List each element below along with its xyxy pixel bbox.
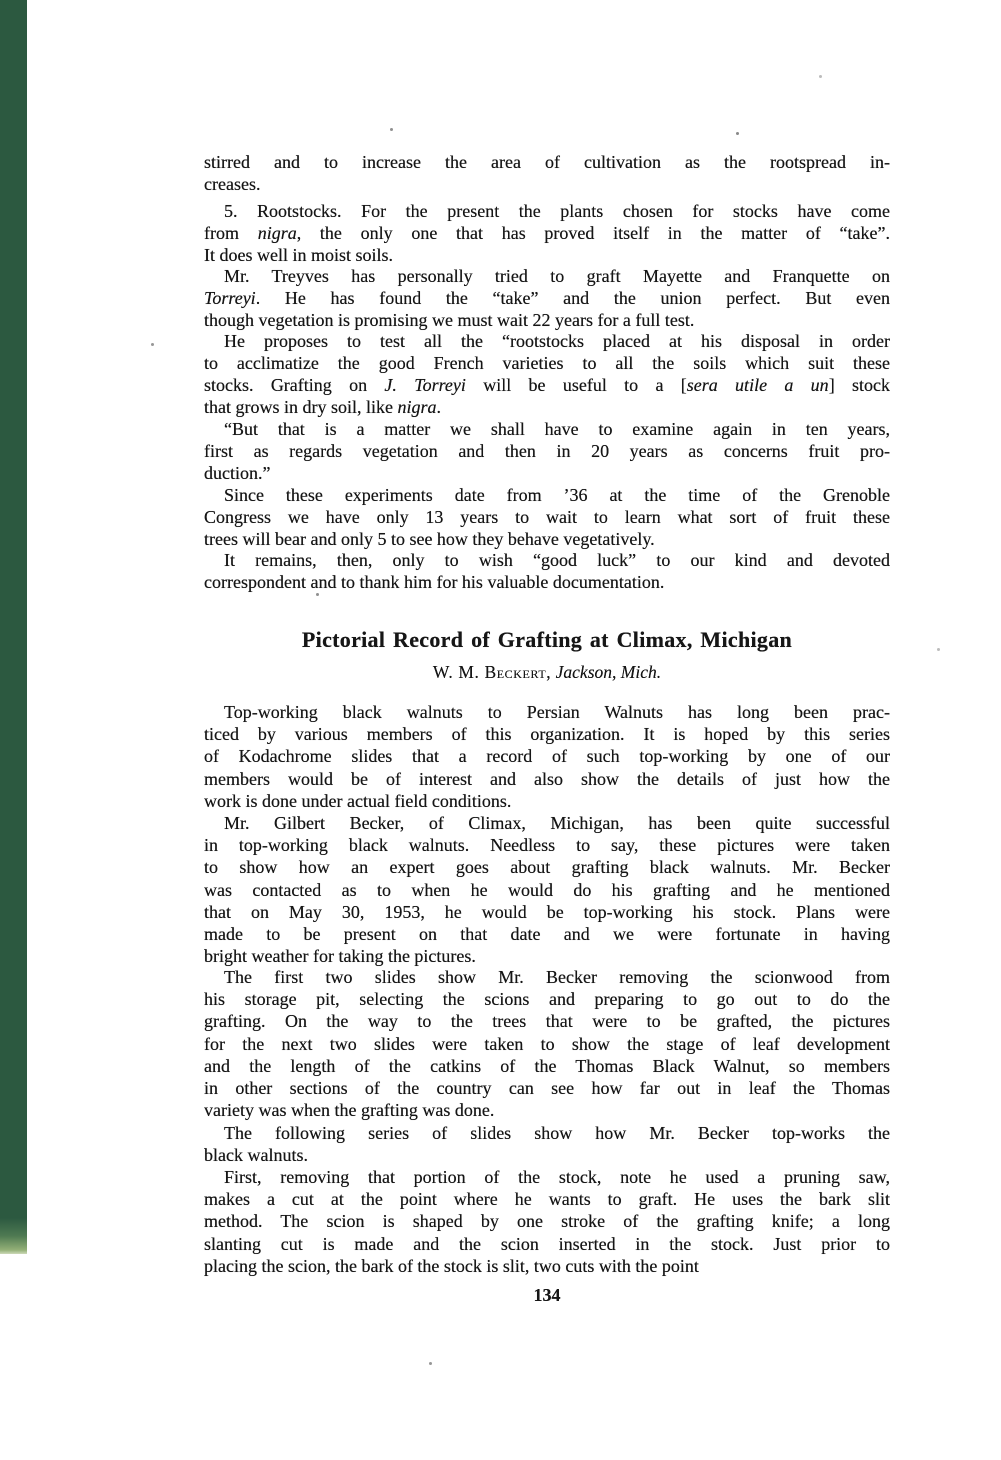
text-line: and the length of the catkins of the Thomas Black Walnut, so members: [204, 1055, 890, 1076]
text-line: makes a cut at the point where he wants to graft. He uses the bark slit: [204, 1189, 890, 1210]
text-line: placing the scion, the bark of the stock is slit, two cuts with the point: [204, 1255, 699, 1276]
paragraph: [204, 331, 890, 419]
text-line: of Kodachrome slides that a record of such top-working by one of our: [204, 746, 890, 767]
scan-speck: [736, 132, 739, 135]
article-title: Pictorial Record of Grafting at Climax, Michigan: [301, 627, 793, 652]
text-line: trees will bear and only 5 to see how they behave vegetatively.: [204, 528, 655, 549]
text-line: method. The scion is shaped by one stroke of the grafting knife; a long: [204, 1211, 890, 1232]
author-location: Jackson, Mich.: [555, 662, 662, 682]
text-line: creases.: [204, 173, 261, 194]
text-line: bright weather for taking the pictures.: [204, 946, 476, 967]
author-name: W. M. Beckert,: [432, 662, 552, 682]
text-line: slanting cut is made and the scion inserted in the stock. Just prior to: [204, 1233, 890, 1254]
text-line: for the next two slides were taken to show the stage of leaf development: [204, 1033, 890, 1054]
text-line: his storage pit, selecting the scions and preparing to go out to do the: [204, 989, 890, 1010]
text-line: It does well in moist soils.: [204, 244, 393, 265]
text-line: members would be of interest and also show the details of just how the: [204, 768, 890, 789]
text-line: to acclimatize the good French varieties to all the soils which suit these: [204, 352, 890, 373]
paragraph: [204, 485, 890, 551]
text-line: in top-working black walnuts. Needless to say, these pictures were taken: [204, 835, 890, 856]
text-line: variety was when the grafting was done.: [204, 1100, 495, 1121]
byline: [204, 661, 890, 683]
text-line: He proposes to test all the “rootstocks placed at his disposal in order: [224, 331, 890, 351]
text-line: 5. Rootstocks. For the present the plants chosen for stocks have come: [224, 201, 890, 221]
text-line: stocks. Grafting on J. Torreyi will be useful to a [sera utile a un] stock: [204, 374, 890, 395]
paragraph: [204, 419, 890, 485]
paragraph: [204, 550, 890, 594]
text-line: correspondent and to thank him for his valuable documentation.: [204, 571, 665, 592]
text-line: The following series of slides show how Mr. Becker top-works the: [224, 1123, 890, 1143]
scan-speck: [429, 1362, 432, 1365]
text-line: though vegetation is promising we must wait 22 years for a full test.: [204, 309, 695, 330]
text-line: that grows in dry soil, like nigra.: [204, 396, 441, 417]
scan-speck: [937, 648, 940, 651]
scan-speck: [151, 343, 154, 346]
text-line: Congress we have only 13 years to wait to learn what sort of fruit these: [204, 506, 890, 527]
text-line: first as regards vegetation and then in 20 years as concerns fruit pro-: [204, 440, 890, 461]
scan-speck: [316, 593, 319, 596]
paragraph: [204, 266, 890, 332]
paragraph: [204, 701, 890, 812]
scan-speck: [819, 75, 822, 78]
paragraph: [204, 1166, 890, 1277]
text-line: was contacted as to when he would do his grafting and he mentioned: [204, 879, 890, 900]
paragraph: [204, 966, 890, 1121]
text-line: Since these experiments date from ’36 at the time of the Grenoble: [224, 485, 890, 505]
text-line: ticed by various members of this organization. It is hoped by this series: [204, 724, 890, 745]
paragraph: [204, 152, 890, 196]
text-line: First, removing that portion of the stock, note he used a pruning saw,: [224, 1167, 890, 1187]
text-line: It remains, then, only to wish “good luck” to our kind and devoted: [224, 550, 890, 570]
text-line: The first two slides show Mr. Becker removing the scionwood from: [224, 967, 890, 987]
text-line: grafting. On the way to the trees that were to be grafted, the pictures: [204, 1011, 890, 1032]
page-number: 134: [533, 1285, 561, 1305]
text-line: Top-working black walnuts to Persian Walnuts has long been prac-: [224, 702, 890, 722]
scan-edge-strip: [0, 0, 27, 1254]
text-line: Mr. Treyves has personally tried to graft Mayette and Franquette on: [224, 266, 890, 286]
text-line: in other sections of the country can see how far out in leaf the Thomas: [204, 1077, 890, 1098]
text-line: Torreyi. He has found the “take” and the union perfect. But even: [204, 287, 890, 308]
scan-speck: [390, 128, 393, 131]
text-line: Mr. Gilbert Becker, of Climax, Michigan, has been quite successful: [224, 813, 890, 833]
paragraph: [204, 1122, 890, 1166]
text-line: from nigra, the only one that has proved itself in the matter of “take”.: [204, 222, 890, 243]
text-line: made to be present on that date and we were fortunate in having: [204, 923, 890, 944]
text-line: to show how an expert goes about grafting black walnuts. Mr. Becker: [204, 857, 890, 878]
text-line: duction.”: [204, 462, 271, 483]
text-line: black walnuts.: [204, 1145, 308, 1166]
paragraph: [204, 201, 890, 267]
paragraph: [204, 812, 890, 967]
text-line: “But that is a matter we shall have to examine again in ten years,: [224, 419, 890, 439]
text-line: work is done under actual field conditions.: [204, 790, 512, 811]
text-line: stirred and to increase the area of cultivation as the rootspread in-: [204, 152, 890, 172]
text-line: that on May 30, 1953, he would be top-working his stock. Plans were: [204, 901, 890, 922]
